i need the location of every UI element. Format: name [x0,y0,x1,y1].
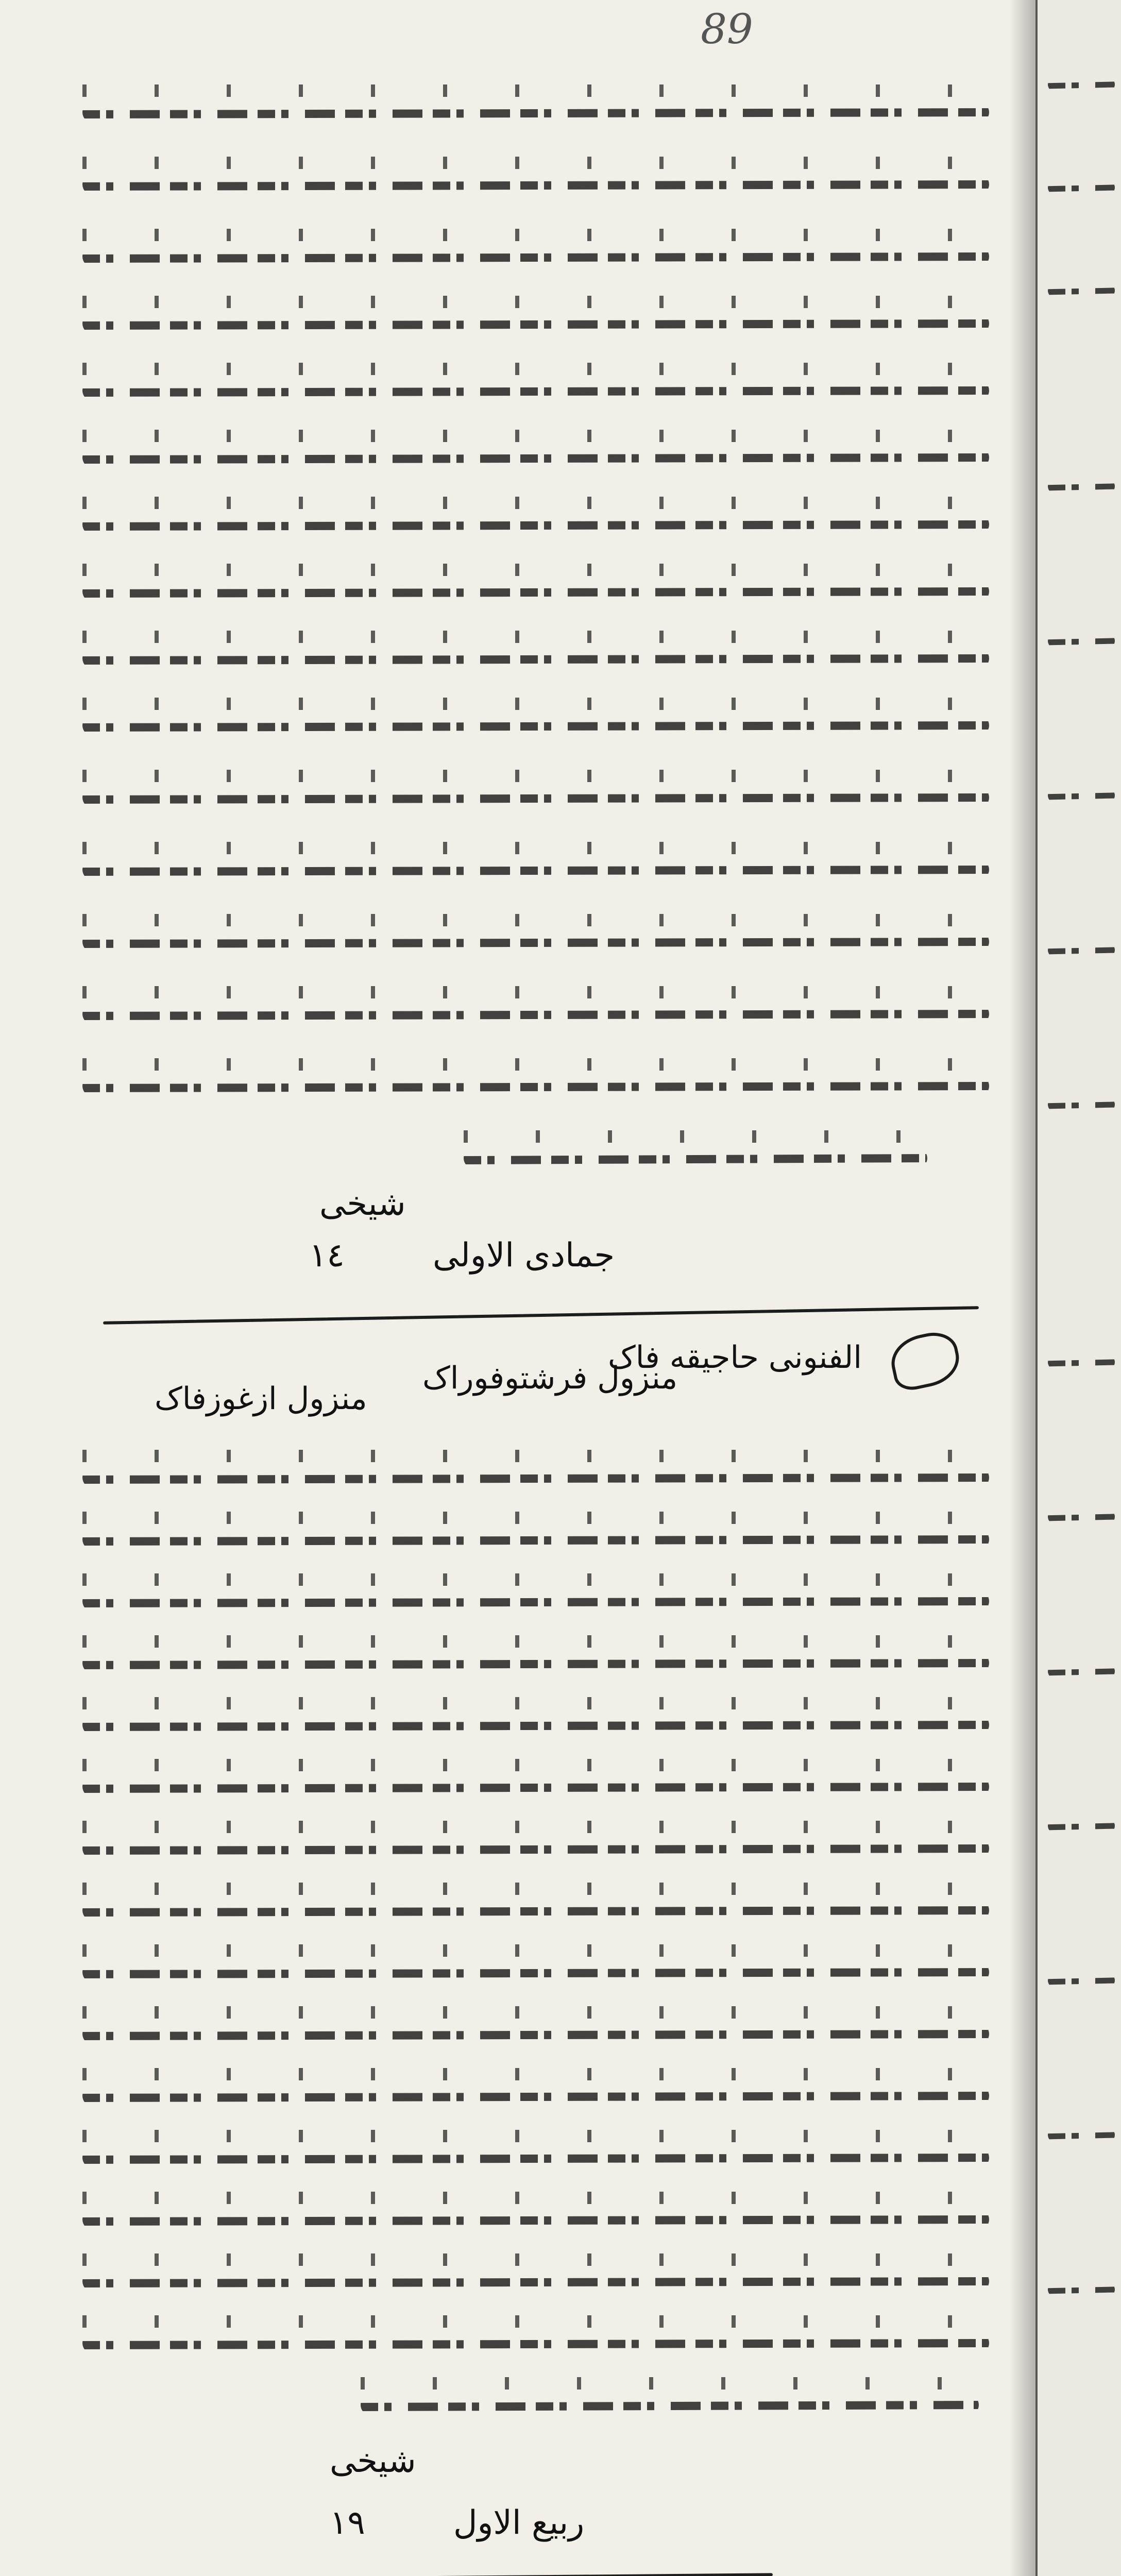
adjacent-page-text [1048,268,1115,314]
entry-2-line [82,1875,989,1937]
entry-2-line [82,1752,989,1814]
adjacent-page-text [1048,1082,1115,1128]
entry-2-heading-left: منزول ازغوزفاک [155,1381,367,1417]
entry-1-line [82,77,989,139]
entry-2-line [82,2123,989,2184]
seal-mark [887,1328,964,1393]
entry-2-line [82,2061,989,2123]
entry-2-line [82,1814,989,1875]
adjacent-page-text [1048,2267,1115,2313]
entry-2-line [361,2370,979,2432]
entry-1-line [82,222,989,283]
entry-2-signature: شیخی [330,2442,416,2480]
entry-2-line [82,1504,989,1566]
entry-2-line [82,1937,989,1999]
adjacent-page-text [1048,773,1115,819]
entry-1-line [82,762,989,824]
entry-2-line [82,2308,989,2370]
entry-2-line [82,1999,989,2061]
entry-1-line [464,1123,927,1185]
adjacent-page-text [1048,1340,1115,1386]
entry-divider [103,2573,773,2576]
entry-2-date-month: ربیع الاول [453,2504,585,2542]
adjacent-page-text [1048,1958,1115,2004]
entry-1-line [82,422,989,484]
adjacent-page-text [1048,1803,1115,1850]
adjacent-page-text [1048,927,1115,974]
entry-1-line [82,355,989,417]
entry-1-line [82,907,989,969]
entry-2-date-day: ١٩ [330,2504,365,2542]
entry-1-line [82,835,989,896]
entry-1-signature: شیخی [319,1185,406,1223]
entry-1-line [82,556,989,618]
entry-1-line [82,979,989,1041]
entry-2-heading-center: منزول فرشتوفوراک [422,1360,678,1396]
adjacent-page-text [1048,618,1115,665]
entry-2-heading-right: الفنونی حاجیقه فاک [608,1340,862,1376]
entry-2-line [82,1628,989,1690]
binding-gutter [1010,0,1035,2576]
adjacent-page-text [1048,1494,1115,1540]
entry-1-line [82,489,989,551]
entry-1-line [82,1051,989,1113]
entry-1-date-day: ١٤ [309,1236,345,1275]
folio-number: 89 [701,5,753,53]
entry-2-line [82,2184,989,2246]
adjacent-page-text [1048,2112,1115,2159]
entry-2-line [82,1566,989,1628]
entry-1-line [82,623,989,685]
entry-1-line [82,149,989,211]
adjacent-page-edge [1035,0,1121,2576]
adjacent-page-text [1048,1649,1115,1695]
entry-1-line [82,289,989,350]
adjacent-page-text [1048,165,1115,211]
adjacent-page-text [1048,464,1115,510]
entry-2-line [82,1690,989,1752]
entry-2-line [82,2246,989,2308]
entry-divider [103,1306,979,1325]
entry-1-date-month: جمادی الاولی [433,1236,615,1275]
entry-2-line [82,1443,989,1504]
adjacent-page-text [1048,62,1115,108]
entry-1-line [82,690,989,752]
